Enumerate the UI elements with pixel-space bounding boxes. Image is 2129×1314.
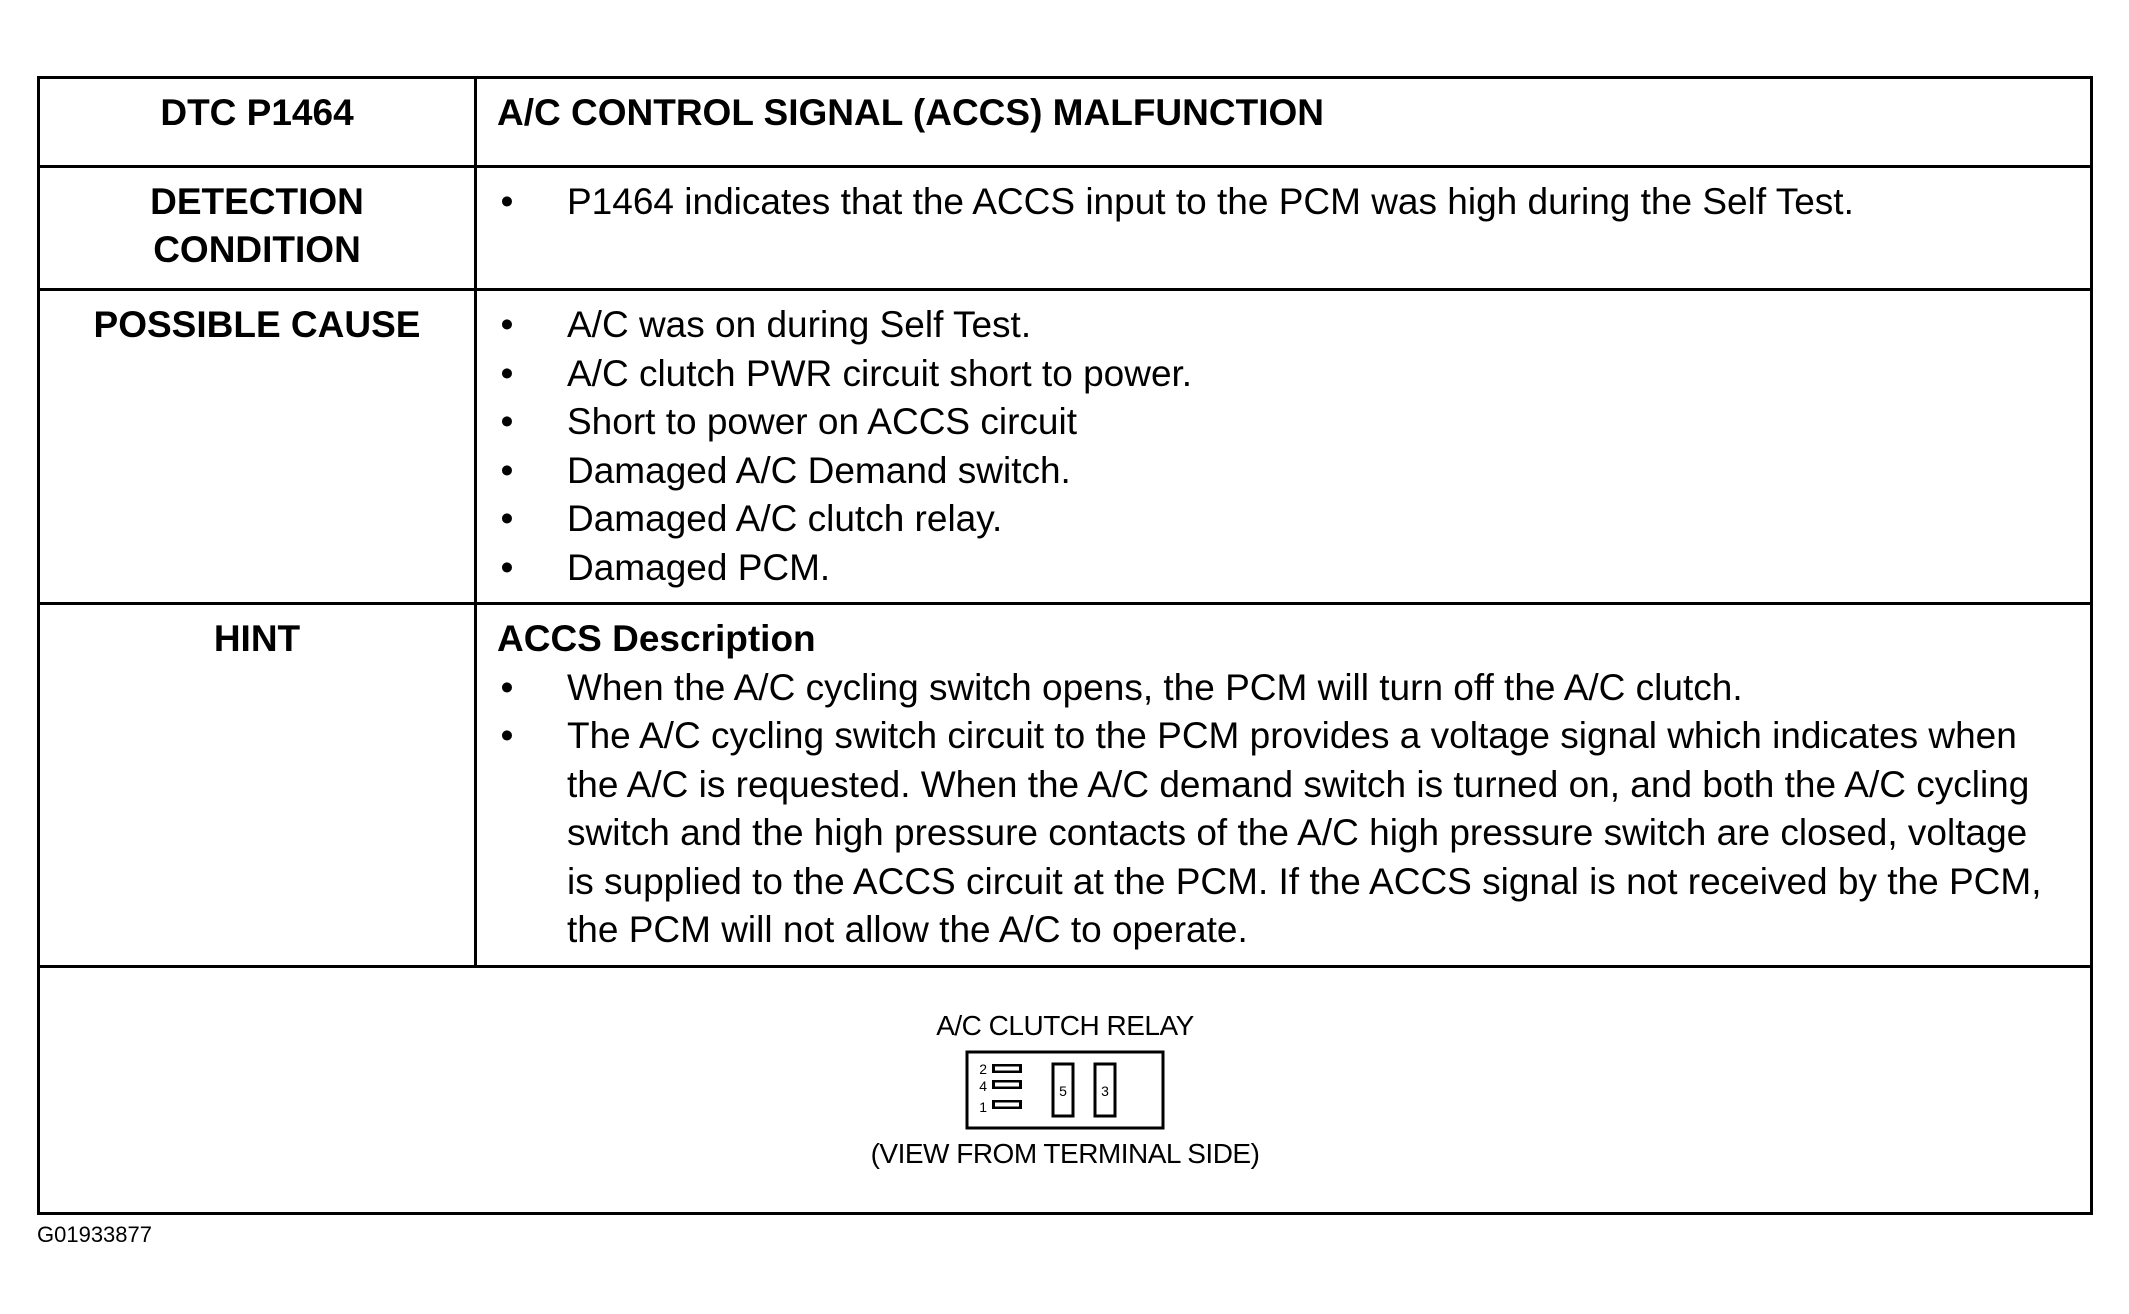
terminal-blade-4-slot: [995, 1083, 1019, 1087]
cause-item-text: A/C was on during Self Test.: [567, 304, 1032, 345]
dtc-table: [37, 76, 2093, 1215]
list-item: [497, 544, 2060, 593]
detection-label-line2: CONDITION: [153, 229, 361, 270]
list-item: [497, 447, 2060, 496]
image-id-label: G01933877: [37, 1222, 152, 1247]
hint-item-text: When the A/C cycling switch opens, the PCM will turn off the A/C clutch.: [567, 666, 1743, 708]
hint-row: [39, 604, 2092, 967]
hint-heading: ACCS Description: [497, 618, 816, 659]
list-item: [497, 712, 2060, 955]
cause-content-cell: [476, 290, 2092, 604]
figure-caption: (VIEW FROM TERMINAL SIDE): [870, 1138, 1260, 1169]
terminal-label-2: 2: [979, 1061, 987, 1077]
figure-cell: [39, 967, 2092, 1214]
hint-list: [497, 664, 2060, 955]
terminal-label-1: 1: [979, 1099, 987, 1115]
relay-connector-diagram: [965, 1050, 1165, 1130]
bullet-icon: •: [500, 352, 514, 394]
dtc-title-cell: [476, 78, 2092, 167]
bullet-icon: •: [500, 401, 514, 442]
detection-label-cell: [39, 167, 476, 290]
cause-label-cell: [39, 290, 476, 604]
bullet-icon: •: [500, 498, 514, 539]
list-item: [497, 398, 2060, 447]
relay-figure: [40, 1008, 2090, 1172]
detection-content-cell: [476, 167, 2092, 290]
detection-list: [497, 178, 2060, 227]
terminal-label-3: 3: [1101, 1083, 1109, 1099]
list-item: [497, 664, 2060, 713]
cause-item-text: A/C clutch PWR circuit short to power.: [567, 352, 1193, 394]
terminal-label-5: 5: [1059, 1083, 1067, 1099]
hint-item-text: The A/C cycling switch circuit to the PCM provides a voltage signal which indicates when the A/C is requested. When the A/C demand switch is turned on, and both the A/C cycling switch and the high pressure contacts of the A/C high pressure switch are closed, voltage is supplied to the ACCS circuit at the PCM. If the ACCS signal is not received by the PCM, the PCM will not allow the A/C to operate.: [567, 715, 2042, 950]
list-item: [497, 350, 2060, 399]
figure-title: A/C CLUTCH RELAY: [936, 1010, 1194, 1041]
cause-list: [497, 301, 2060, 592]
bullet-icon: •: [500, 546, 514, 588]
cause-label: POSSIBLE CAUSE: [93, 304, 421, 345]
dtc-code: DTC P1464: [160, 92, 354, 133]
bullet-icon: •: [500, 304, 514, 345]
hint-content-cell: [476, 604, 2092, 967]
dtc-code-cell: [39, 78, 476, 167]
list-item: [497, 495, 2060, 544]
terminal-blade-2-slot: [995, 1067, 1019, 1071]
terminal-label-4: 4: [979, 1078, 987, 1094]
bullet-icon: •: [500, 181, 514, 222]
cause-item-text: Damaged A/C Demand switch.: [567, 449, 1071, 491]
cause-item-text: Short to power on ACCS circuit: [567, 401, 1077, 442]
hint-label-cell: [39, 604, 476, 967]
list-item: [497, 301, 2060, 350]
cause-item-text: Damaged PCM.: [567, 546, 831, 588]
figure-row: [39, 967, 2092, 1214]
dtc-title: A/C CONTROL SIGNAL (ACCS) MALFUNCTION: [497, 92, 1324, 133]
detection-row: [39, 167, 2092, 290]
bullet-icon: •: [500, 666, 514, 708]
possible-cause-row: [39, 290, 2092, 604]
bullet-icon: •: [500, 449, 514, 491]
terminal-blade-1-slot: [995, 1103, 1019, 1107]
hint-label: HINT: [213, 618, 301, 659]
cause-item-text: Damaged A/C clutch relay.: [567, 498, 1003, 539]
list-item: [497, 178, 2060, 227]
bullet-icon: •: [500, 715, 514, 756]
detection-label-line1: DETECTION: [150, 181, 364, 222]
header-row: [39, 78, 2092, 167]
detection-item-text: P1464 indicates that the ACCS input to the PCM was high during the Self Test.: [567, 181, 1854, 222]
